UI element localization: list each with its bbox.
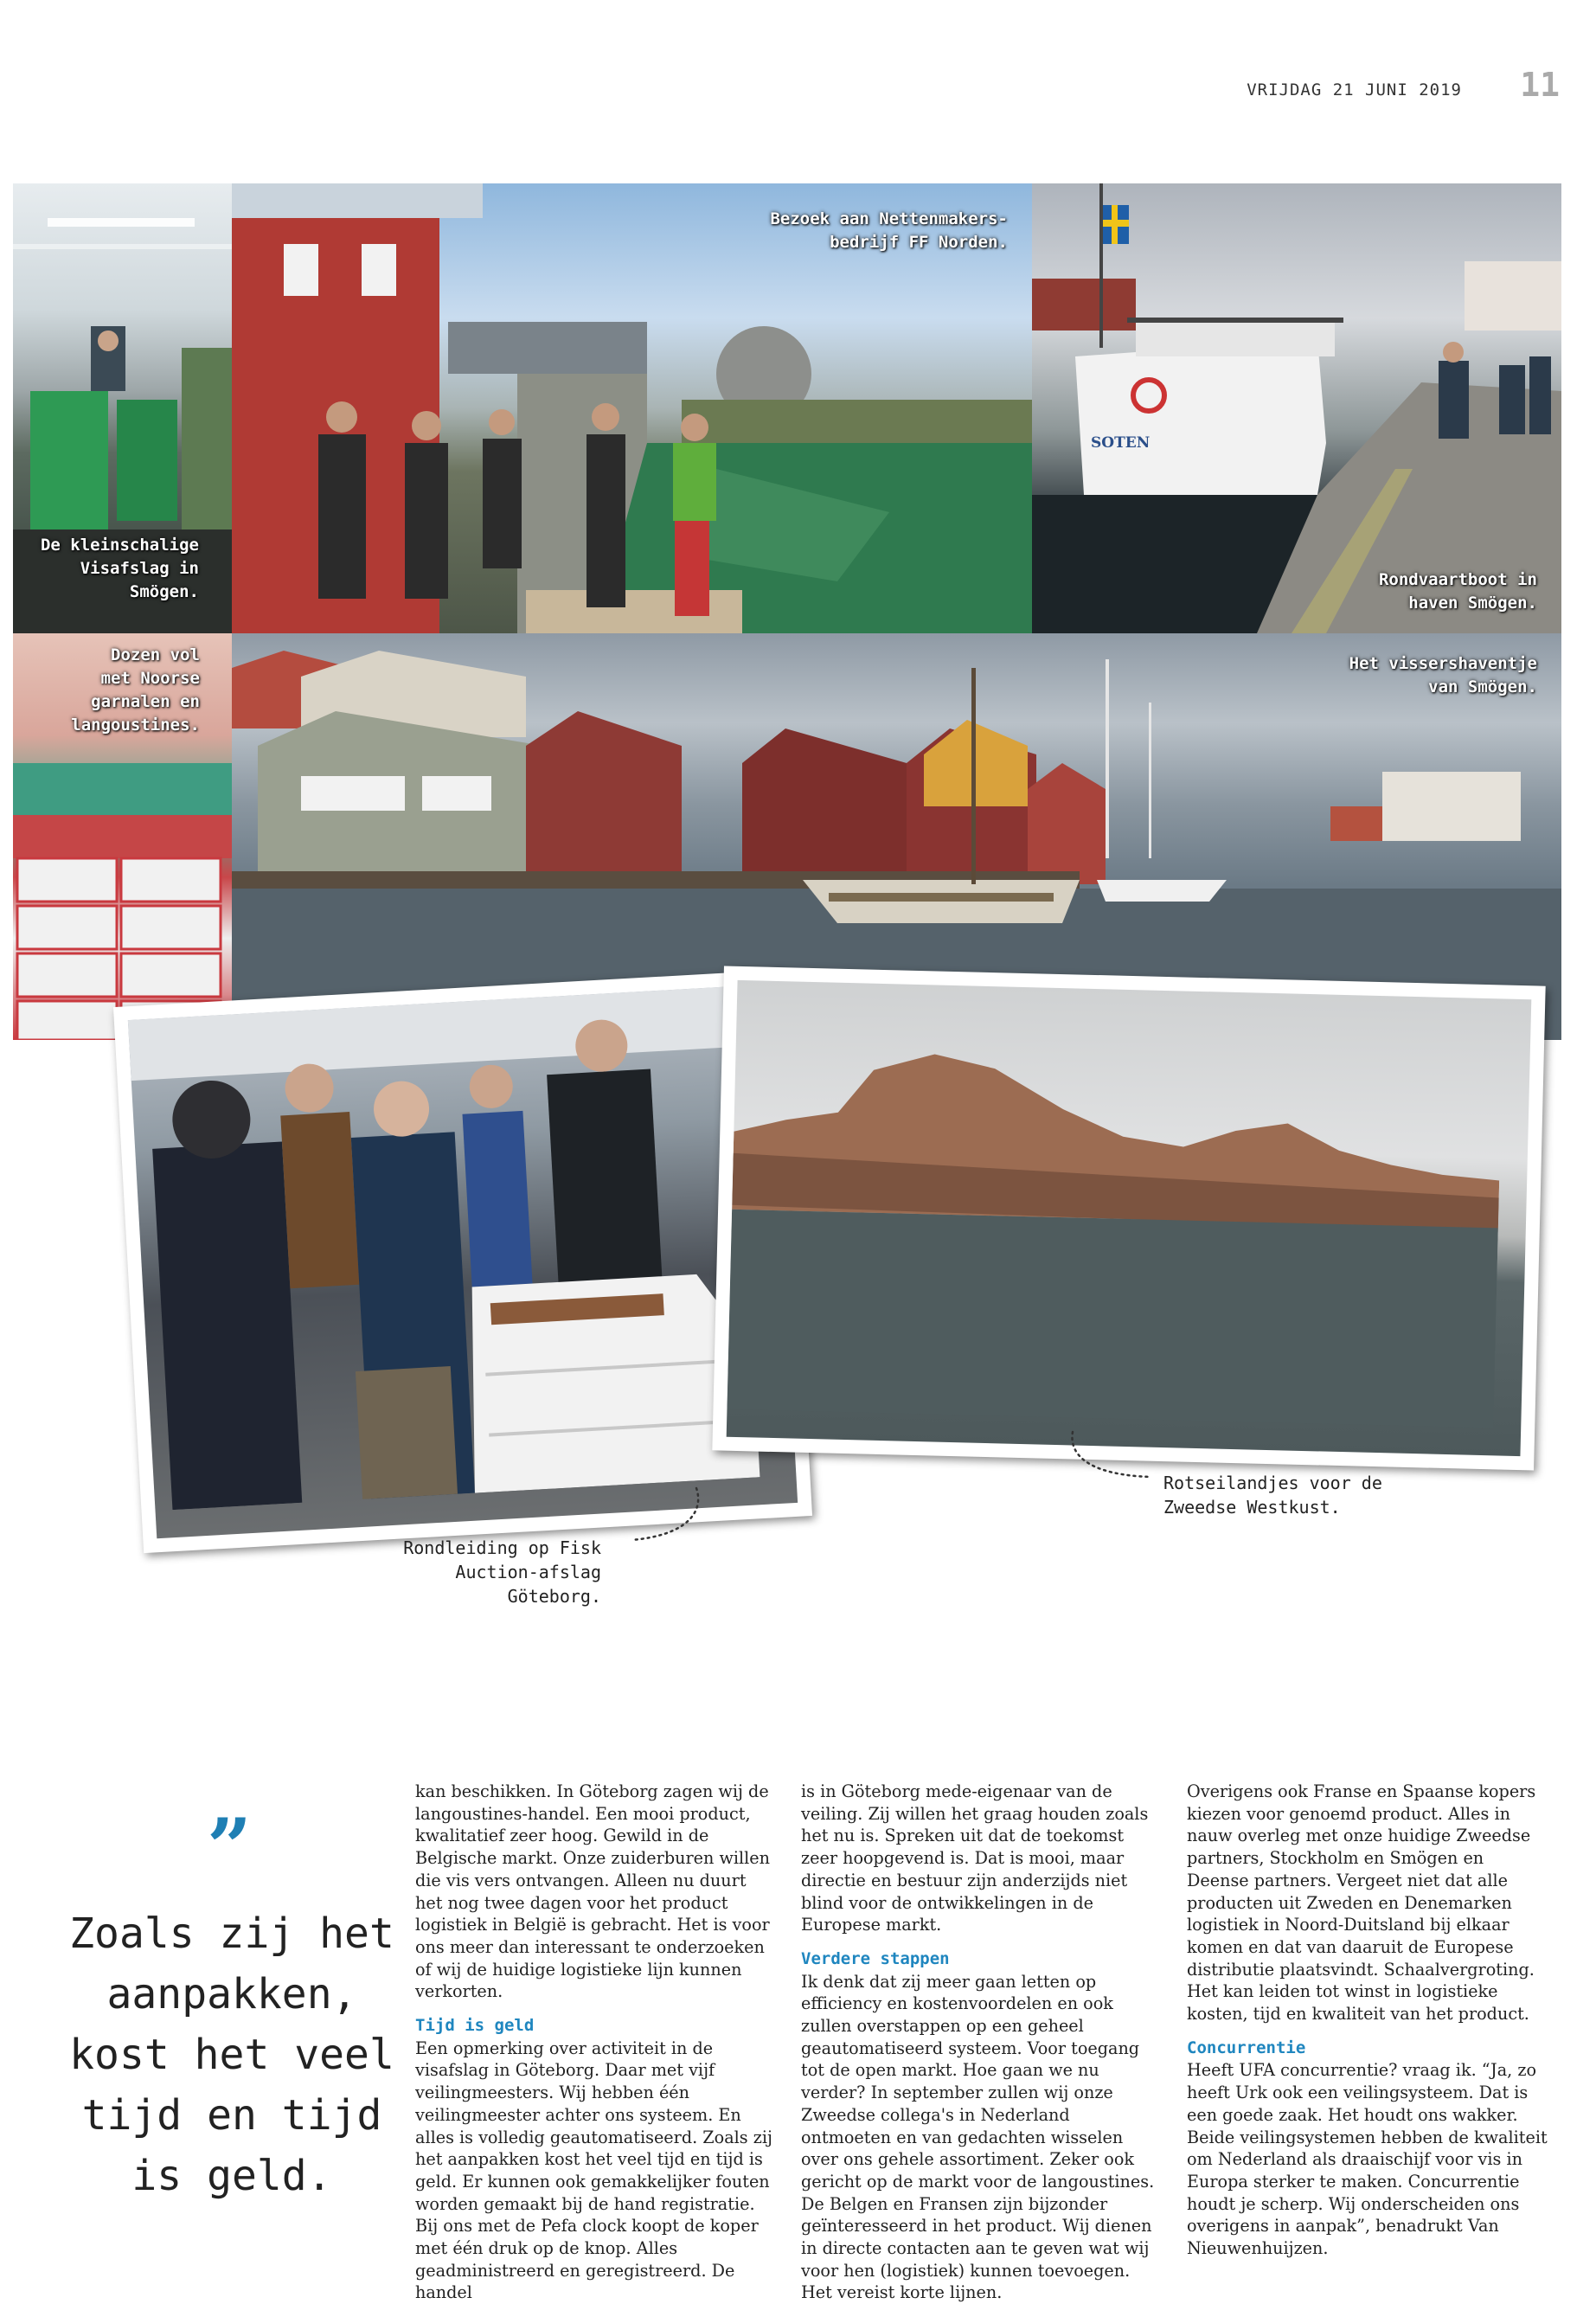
boat-name: SOTEN: [1091, 434, 1151, 452]
photo-rondvaartboot-illustration: [1032, 183, 1561, 633]
article-subheading: Concurrentie: [1187, 2038, 1306, 2057]
photo-visafslag: [13, 183, 232, 633]
photo-rotseilandjes-illustration: [727, 980, 1503, 1428]
rotseilandjes-caption: Rotseilandjes voor de Zweedse Westkust.: [1163, 1473, 1382, 1518]
photo-dozen: [13, 633, 232, 1040]
photo-rotseilandjes: [712, 966, 1545, 1470]
photo-rondvaartboot: [1032, 183, 1561, 633]
article-column-3: [1187, 1781, 1548, 2260]
pull-quote: Zoals zij het aanpakken, kost het veel tijd en tijd is geld.: [69, 1909, 394, 2200]
photo-visafslag-caption: De kleinschalige Visafslag in Smögen.: [40, 536, 199, 601]
photo-haven-caption: Het vissershaventje van Smögen.: [1349, 654, 1537, 696]
photo-nettenmakers-caption: Bezoek aan Nettenmakers- bedrijf FF Norden.: [770, 209, 1008, 252]
article-column-1: [415, 1781, 777, 2304]
fisk-auction-caption: Rondleiding op Fisk Auction-afslag Göteborg.: [403, 1537, 601, 1607]
article-paragraph: kan beschikken. In Göteborg zagen wij de langoustines-handel. Een mooi product, kwalitatief zeer hoog. Gewild in de Belgische markt. Onze zuiderburen willen die vis vers ontvangen. Alleen nu duurt het nog twee dagen voor het product logistiek in België is gebracht. Het is voor ons meer dan interessant te onderzoeken of wij de huidige logistieke lijn kunnen verkorten.: [415, 1781, 770, 2002]
photo-dozen-caption: Dozen vol met Noorse garnalen en langoustines.: [71, 645, 200, 735]
photo-rondvaartboot-caption: Rondvaartboot in haven Smögen.: [1378, 570, 1537, 613]
quote-mark: ”: [207, 1801, 252, 1893]
article-paragraph: Heeft UFA concurrentie? vraag ik. “Ja, zo heeft Urk ook een veilingsysteem. Dat is een goede zaak. Het houdt ons wakker. Beide veilingsystemen hebben de kwaliteit om Nederland als draaischijf voor vis in Europa sterker te maken. Concurrentie houdt je scherp. Wij onderscheiden ons overigens in aanpak”, benadrukt Van Nieuwenhuijzen.: [1187, 2060, 1548, 2259]
article-column-2: [801, 1781, 1163, 2304]
article-subheading: Verdere stappen: [801, 1948, 950, 1968]
rots-caption-leader: [1051, 1410, 1163, 1497]
photo-nettenmakers: [232, 183, 1032, 633]
page-date: VRIJDAG 21 JUNI 2019: [1247, 80, 1462, 99]
article-paragraph: is in Göteborg mede-eigenaar van de veiling. Zij willen het graag houden zoals het nu is. Spreken uit dat de toekomst zeer hoopgevend is. Dat is mooi, maar directie en bestuur zijn anderzijds niet blind voor de ontwikkelingen in de Europese markt.: [801, 1781, 1149, 1935]
article-subheading: Tijd is geld: [415, 2016, 535, 2036]
article-paragraph: Overigens ook Franse en Spaanse kopers kiezen voor genoemd product. Alles in nauw overleg met onze huidige Zweedse partners, Stockholm en Smögen en Deense partners. Vergeet niet dat alle producten uit Zweden en Denemarken logistiek in Noord-Duitsland bij elkaar komen en dat van daaruit de Europese distributie plaatsvindt. Schaalvergroting. Het kan leiden tot winst in logistieke kosten, tijd en kwaliteit van het product.: [1187, 1781, 1536, 2025]
article-paragraph: Ik denk dat zij meer gaan letten op efficiency en kostenvoordelen en ook zullen overstappen op een geheel geautomatiseerd systeem. Voor toegang tot de open markt. Hoe gaan we nu verder? In september zullen wij onze Zweedse collega's in Nederland ontmoeten en van gedachten wisselen over ons gehele assortiment. Zeker ook gericht op de markt voor de langoustines. De Belgen en Fransen zijn bijzonder geïnteresseerd in het product. Wij dienen in directe contacten aan te geven wat wij voor hen (logistiek) kunnen toevoegen. Het vereist korte lijnen.: [801, 1971, 1155, 2303]
article-paragraph: Een opmerking over activiteit in de visafslag in Göteborg. Daar met vijf veilingmeesters. Wij hebben één veilingmeester achter ons systeem. En alles is volledig geautomatiseerd. Zoals zij het aanpakken kost het veel tijd en tijd is geld. Er kunnen ook gemakkelijker fouten worden gemaakt bij de hand registratie. Bij ons met de Pefa clock koopt de koper met één druk op de knop. Alles geadministreerd en geregistreerd. De handel: [415, 2038, 772, 2303]
page-number: 11: [1520, 66, 1560, 104]
fisk-caption-leader: [623, 1419, 727, 1557]
